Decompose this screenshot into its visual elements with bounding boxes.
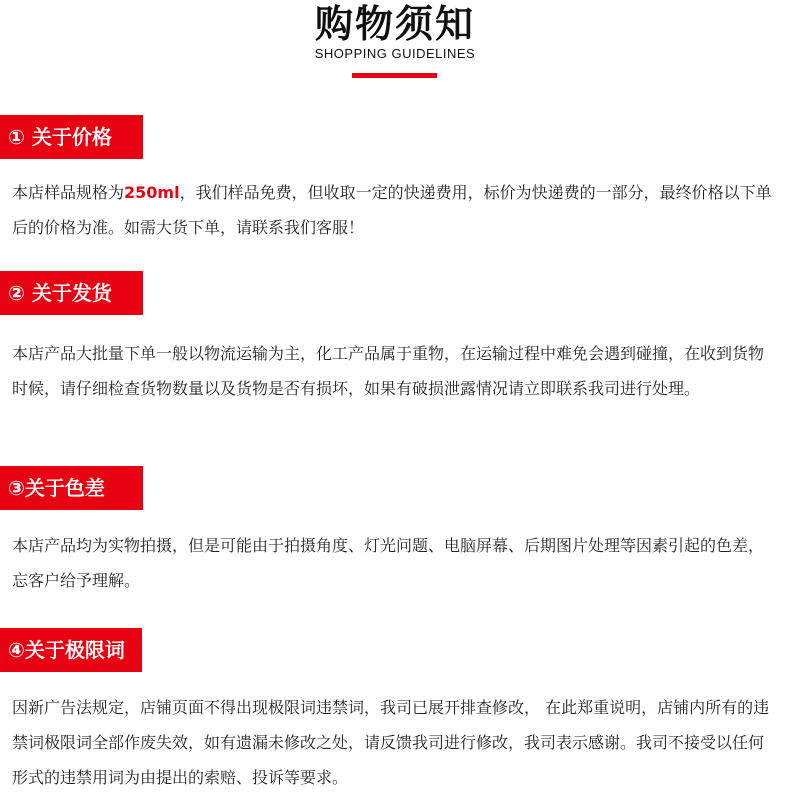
section-heading-price: ① 关于价格 xyxy=(0,115,143,159)
section-text-shipping: 本店产品大批量下单一般以物流运输为主，化工产品属于重物，在运输过程中难免会遇到碰撞，在收到货物时候，请仔细检查货物数量以及货物是否有损坏，如果有破损泄露情况请立即联系我司进行处理。 xyxy=(12,344,765,398)
section-text-prohibited-words: 因新广告法规定，店铺页面不得出现极限词违禁词，我司已展开排查修改， 在此郑重说明，店铺内所有的违禁词极限词全部作废失效，如有遗漏未修改之处，请反馈我司进行修改，我司表示感谢。我司不接受以任何形式的违禁用词为由提出的索赔、投诉等要求。 xyxy=(12,698,770,787)
price-text-after: ，我们样品免费，但收取一定的快递费用，标价为快递费的一部分，最终价格以下单后的价格为准。如需大货下单，请联系我们客服！ xyxy=(12,183,772,237)
section-heading-prohibited-words: ④关于极限词 xyxy=(0,628,142,672)
section-text-price xyxy=(12,175,776,245)
section-heading-color-difference: ③关于色差 xyxy=(0,466,143,510)
page-subtitle: SHOPPING GUIDELINES xyxy=(314,46,476,61)
section-text-color-difference: 本店产品均为实物拍摄，但是可能由于拍摄角度、灯光问题、电脑屏幕、后期图片处理等因素引起的色差，忘客户给予理解。 xyxy=(12,536,765,590)
title-underline xyxy=(352,73,437,78)
sample-spec-highlight: 250ml xyxy=(124,183,180,202)
section-heading-shipping: ② 关于发货 xyxy=(0,271,143,315)
price-text-before: 本店样品规格为 xyxy=(12,183,125,202)
page-title: 购物须知 xyxy=(314,2,475,46)
